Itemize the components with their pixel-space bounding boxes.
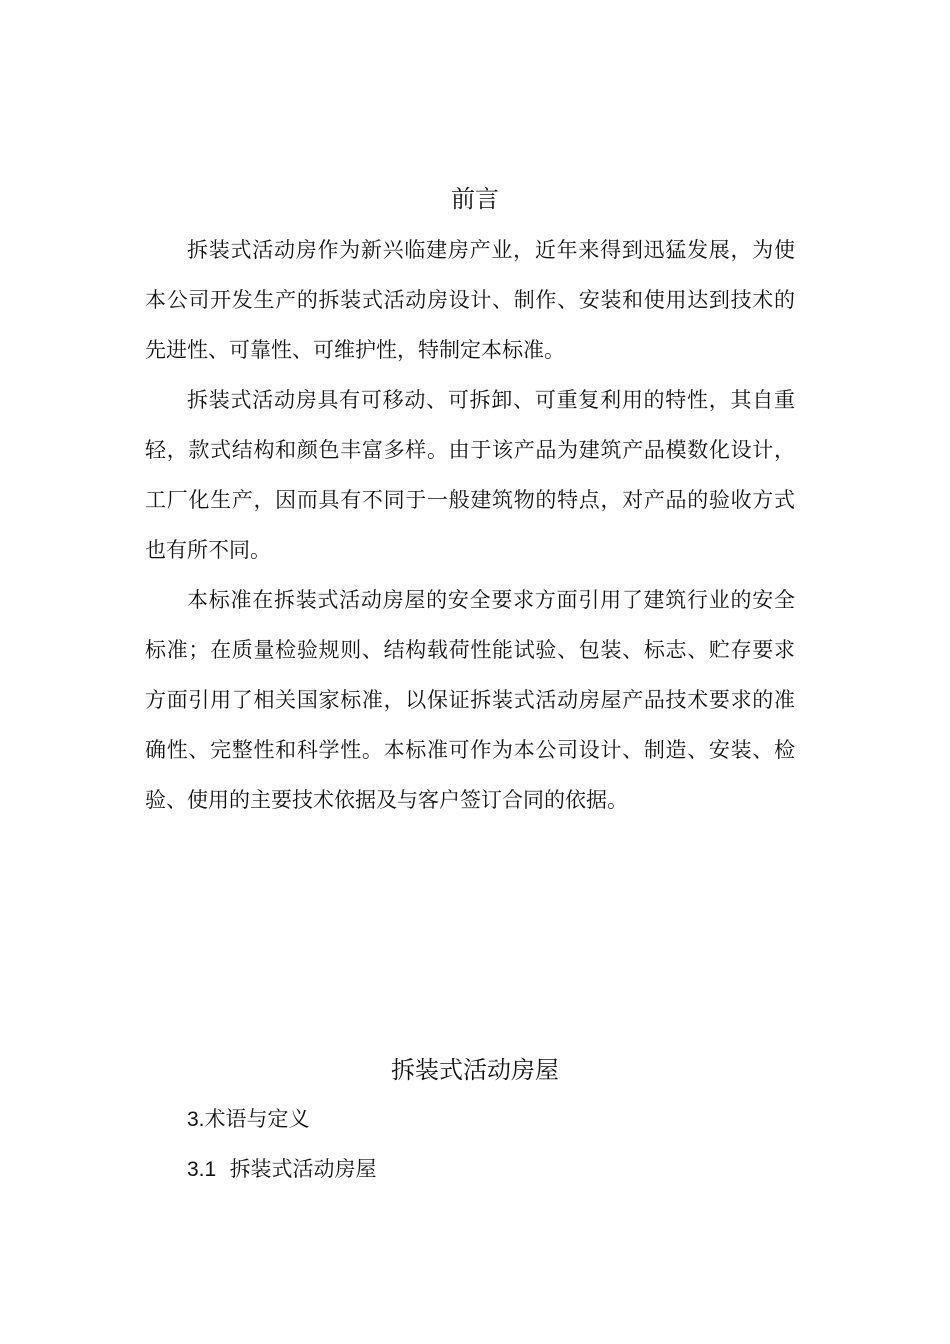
preface-paragraph-2: 拆装式活动房具有可移动、可拆卸、可重复利用的特性，其自重轻，款式结构和颜色丰富多样。由于该产品为建筑产品模数化设计，工厂化生产，因而具有不同于一般建筑物的特点，对产品的验收方式也有所不同。 [145, 388, 795, 562]
preface-paragraph-1: 拆装式活动房作为新兴临建房产业，近年来得到迅猛发展，为使本公司开发生产的拆装式活动房设计、制作、安装和使用达到技术的先进性、可靠性、可维护性，特制定本标准。 [145, 238, 795, 362]
heading-dismountable-house [187, 1154, 377, 1185]
heading-text: 术语与定义 [204, 1107, 310, 1131]
heading-number: 3. [187, 1108, 205, 1131]
heading-text: 拆装式活动房屋 [229, 1157, 377, 1181]
section-title: 拆装式活动房屋 [391, 1056, 559, 1084]
preface-title: 前言 [451, 185, 499, 213]
preface-paragraph-3: 本标准在拆装式活动房屋的安全要求方面引用了建筑行业的安全标准；在质量检验规则、结构载荷性能试验、包装、标志、贮存要求方面引用了相关国家标准，以保证拆装式活动房屋产品技术要求的准确性、完整性和科学性。本标准可作为本公司设计、制造、安装、检验、使用的主要技术依据及与客户签订合同的依据。 [145, 588, 795, 812]
heading-terms-definitions [187, 1104, 310, 1135]
heading-number: 3.1 [187, 1158, 217, 1181]
